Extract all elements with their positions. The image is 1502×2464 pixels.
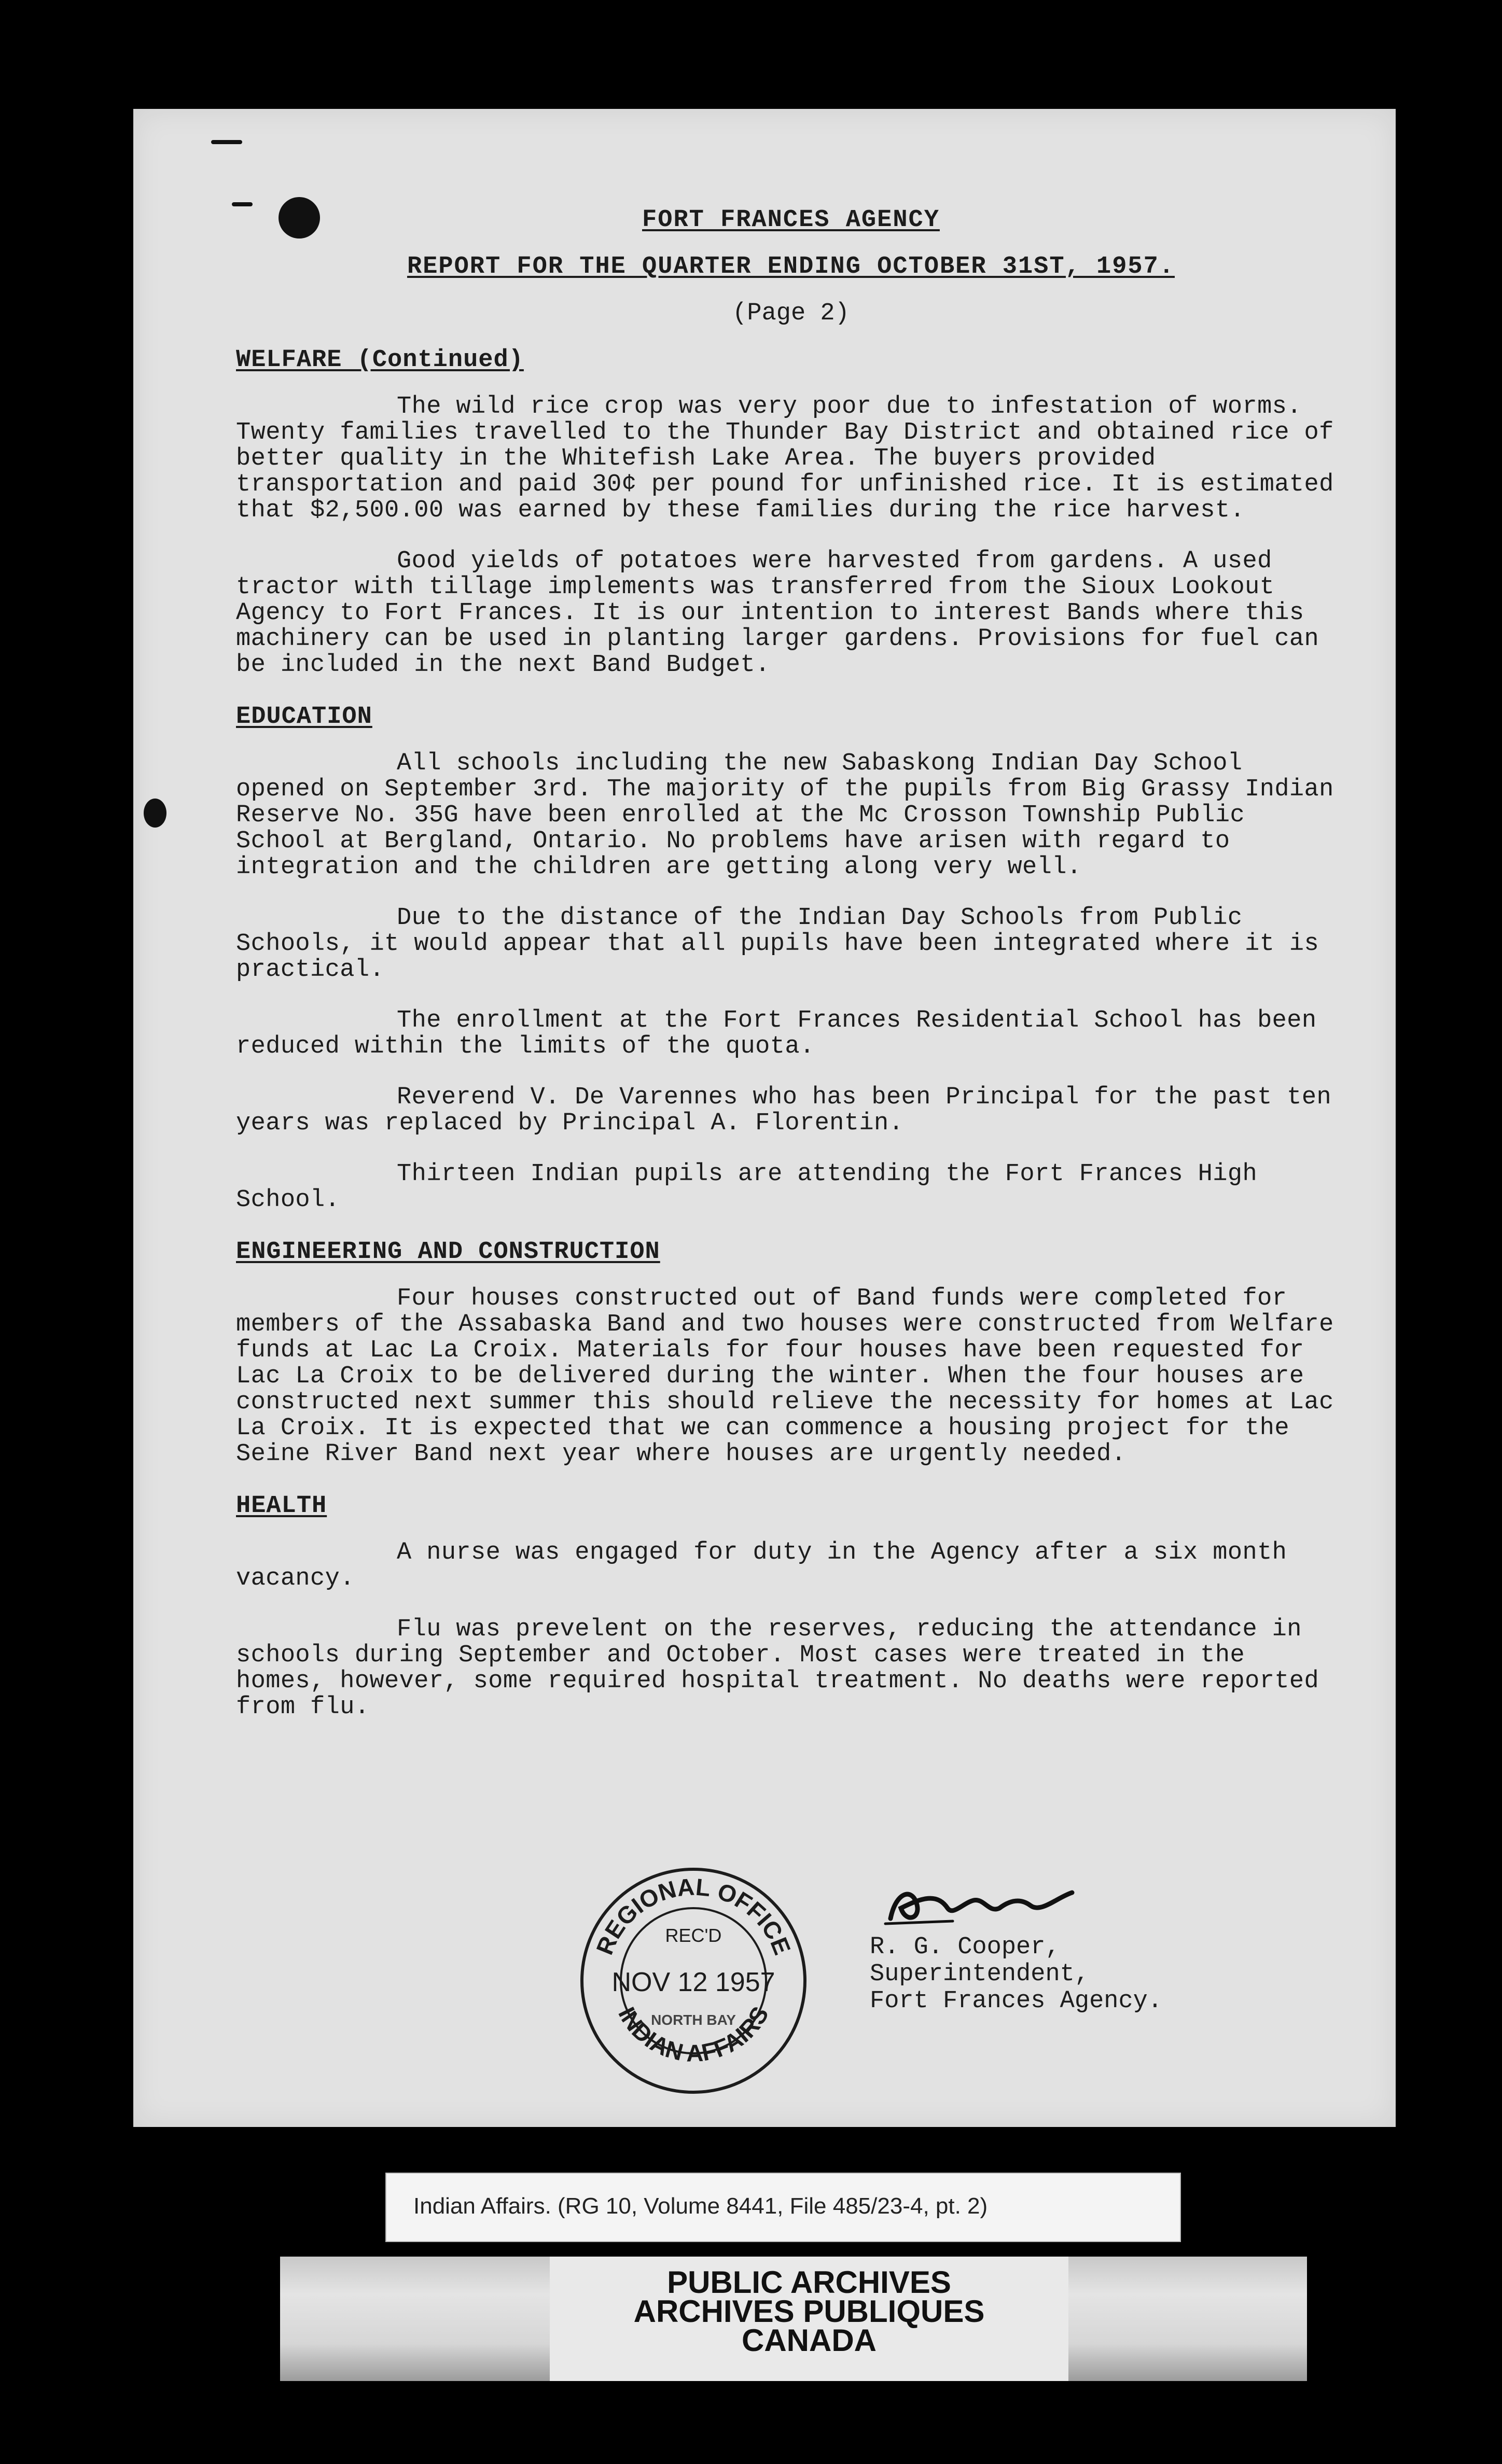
- archive-line-3: CANADA: [742, 2323, 877, 2358]
- section-title: HEALTH: [236, 1492, 327, 1520]
- archive-reference-label: [385, 2173, 1181, 2242]
- document-body: [236, 207, 1346, 1720]
- section-title: EDUCATION: [236, 703, 372, 731]
- page-number: (Page 2): [732, 300, 850, 327]
- document-page: [133, 109, 1396, 2127]
- signer-name: R. G. Cooper,: [870, 1934, 1060, 1961]
- archive-credit-strip: [280, 2257, 1307, 2381]
- paragraph: All schools including the new Sabaskong Indian Day School opened on September 3rd. The majority of the pupils from Big Grassy Indian Reserve No. 35G have been enrolled at the Mc Crosson Township Public School at Bergland, Ontario. No problems have arisen with regard to integration and the children are getting along very well.: [236, 750, 1334, 881]
- ink-blot: [144, 799, 166, 828]
- stamp-top-text: REGIONAL OFFICE: [591, 1873, 796, 1958]
- archive-reference-text: Indian Affairs. (RG 10, Volume 8441, File 485/23-4, pt. 2): [413, 2193, 988, 2219]
- signature-lines: [870, 1934, 1162, 2015]
- stamp-location: NORTH BAY: [651, 2012, 736, 2028]
- paragraph: Good yields of potatoes were harvested from gardens. A used tractor with tillage implements was transferred from the Sioux Lookout Agency to Fort Frances. It is our intention to interest Bands where this machinery can be used in planting larger gardens. Provisions for fuel can be included in the next Band Budget.: [236, 548, 1319, 679]
- stamp-received: REC'D: [665, 1925, 722, 1946]
- archive-line-2: ARCHIVES PUBLIQUES: [633, 2294, 985, 2329]
- stamp-bottom-text: INDIAN AFFAIRS: [613, 2001, 774, 2067]
- section-title: ENGINEERING AND CONSTRUCTION: [236, 1238, 660, 1266]
- section-title: WELFARE (Continued): [236, 346, 524, 374]
- archive-credit: [550, 2257, 1068, 2381]
- report-title: REPORT FOR THE QUARTER ENDING OCTOBER 31ST, 1957.: [407, 253, 1175, 281]
- section-health: [236, 1493, 1346, 1720]
- handwritten-signature: [875, 1872, 1093, 1934]
- paragraph: Four houses constructed out of Band funds were completed for members of the Assabaska Band and two houses were constructed from Welfare funds at Lac La Croix. Materials for four houses have been requested for Lac La Croix to be delivered during the winter. When the four houses are constructed next summer this should relieve the necessity for homes at Lac La Croix. It is expected that we can commence a housing project for the Seine River Band next year where houses are urgently needed.: [236, 1285, 1334, 1468]
- archive-line-1: PUBLIC ARCHIVES: [667, 2265, 951, 2300]
- section-welfare: [236, 347, 1346, 678]
- paragraph: A nurse was engaged for duty in the Agency after a six month vacancy.: [236, 1539, 1287, 1592]
- section-education: [236, 704, 1346, 1213]
- paragraph: Thirteen Indian pupils are attending the Fort Frances High School.: [236, 1160, 1258, 1214]
- ink-mark: [232, 202, 253, 206]
- signer-agency: Fort Frances Agency.: [870, 1987, 1163, 2015]
- received-stamp: [577, 1864, 810, 2097]
- stamp-date: NOV 12 1957: [611, 1967, 775, 1997]
- paragraph: The wild rice crop was very poor due to infestation of worms. Twenty families travelled to the Thunder Bay District and obtained rice of better quality in the Whitefish Lake Area. The buyers provided transportation and paid 30¢ per pound for unfinished rice. It is estimated that $2,500.00 was earned by these families during the rice harvest.: [236, 393, 1334, 524]
- agency-heading: FORT FRANCES AGENCY: [642, 206, 940, 234]
- signer-title: Superintendent,: [870, 1961, 1090, 1988]
- section-engineering: [236, 1239, 1346, 1467]
- paragraph: Due to the distance of the Indian Day Schools from Public Schools, it would appear that all pupils have been integrated where it is practical.: [236, 904, 1319, 984]
- ink-mark: [211, 140, 242, 144]
- paragraph: The enrollment at the Fort Frances Residential School has been reduced within the limits of the quota.: [236, 1007, 1317, 1060]
- paragraph: Flu was prevelent on the reserves, reducing the attendance in schools during September and October. Most cases were treated in the homes, however, some required hospital treatment. No deaths were reported from flu.: [236, 1616, 1319, 1721]
- paragraph: Reverend V. De Varennes who has been Principal for the past ten years was replaced by Principal A. Florentin.: [236, 1084, 1332, 1137]
